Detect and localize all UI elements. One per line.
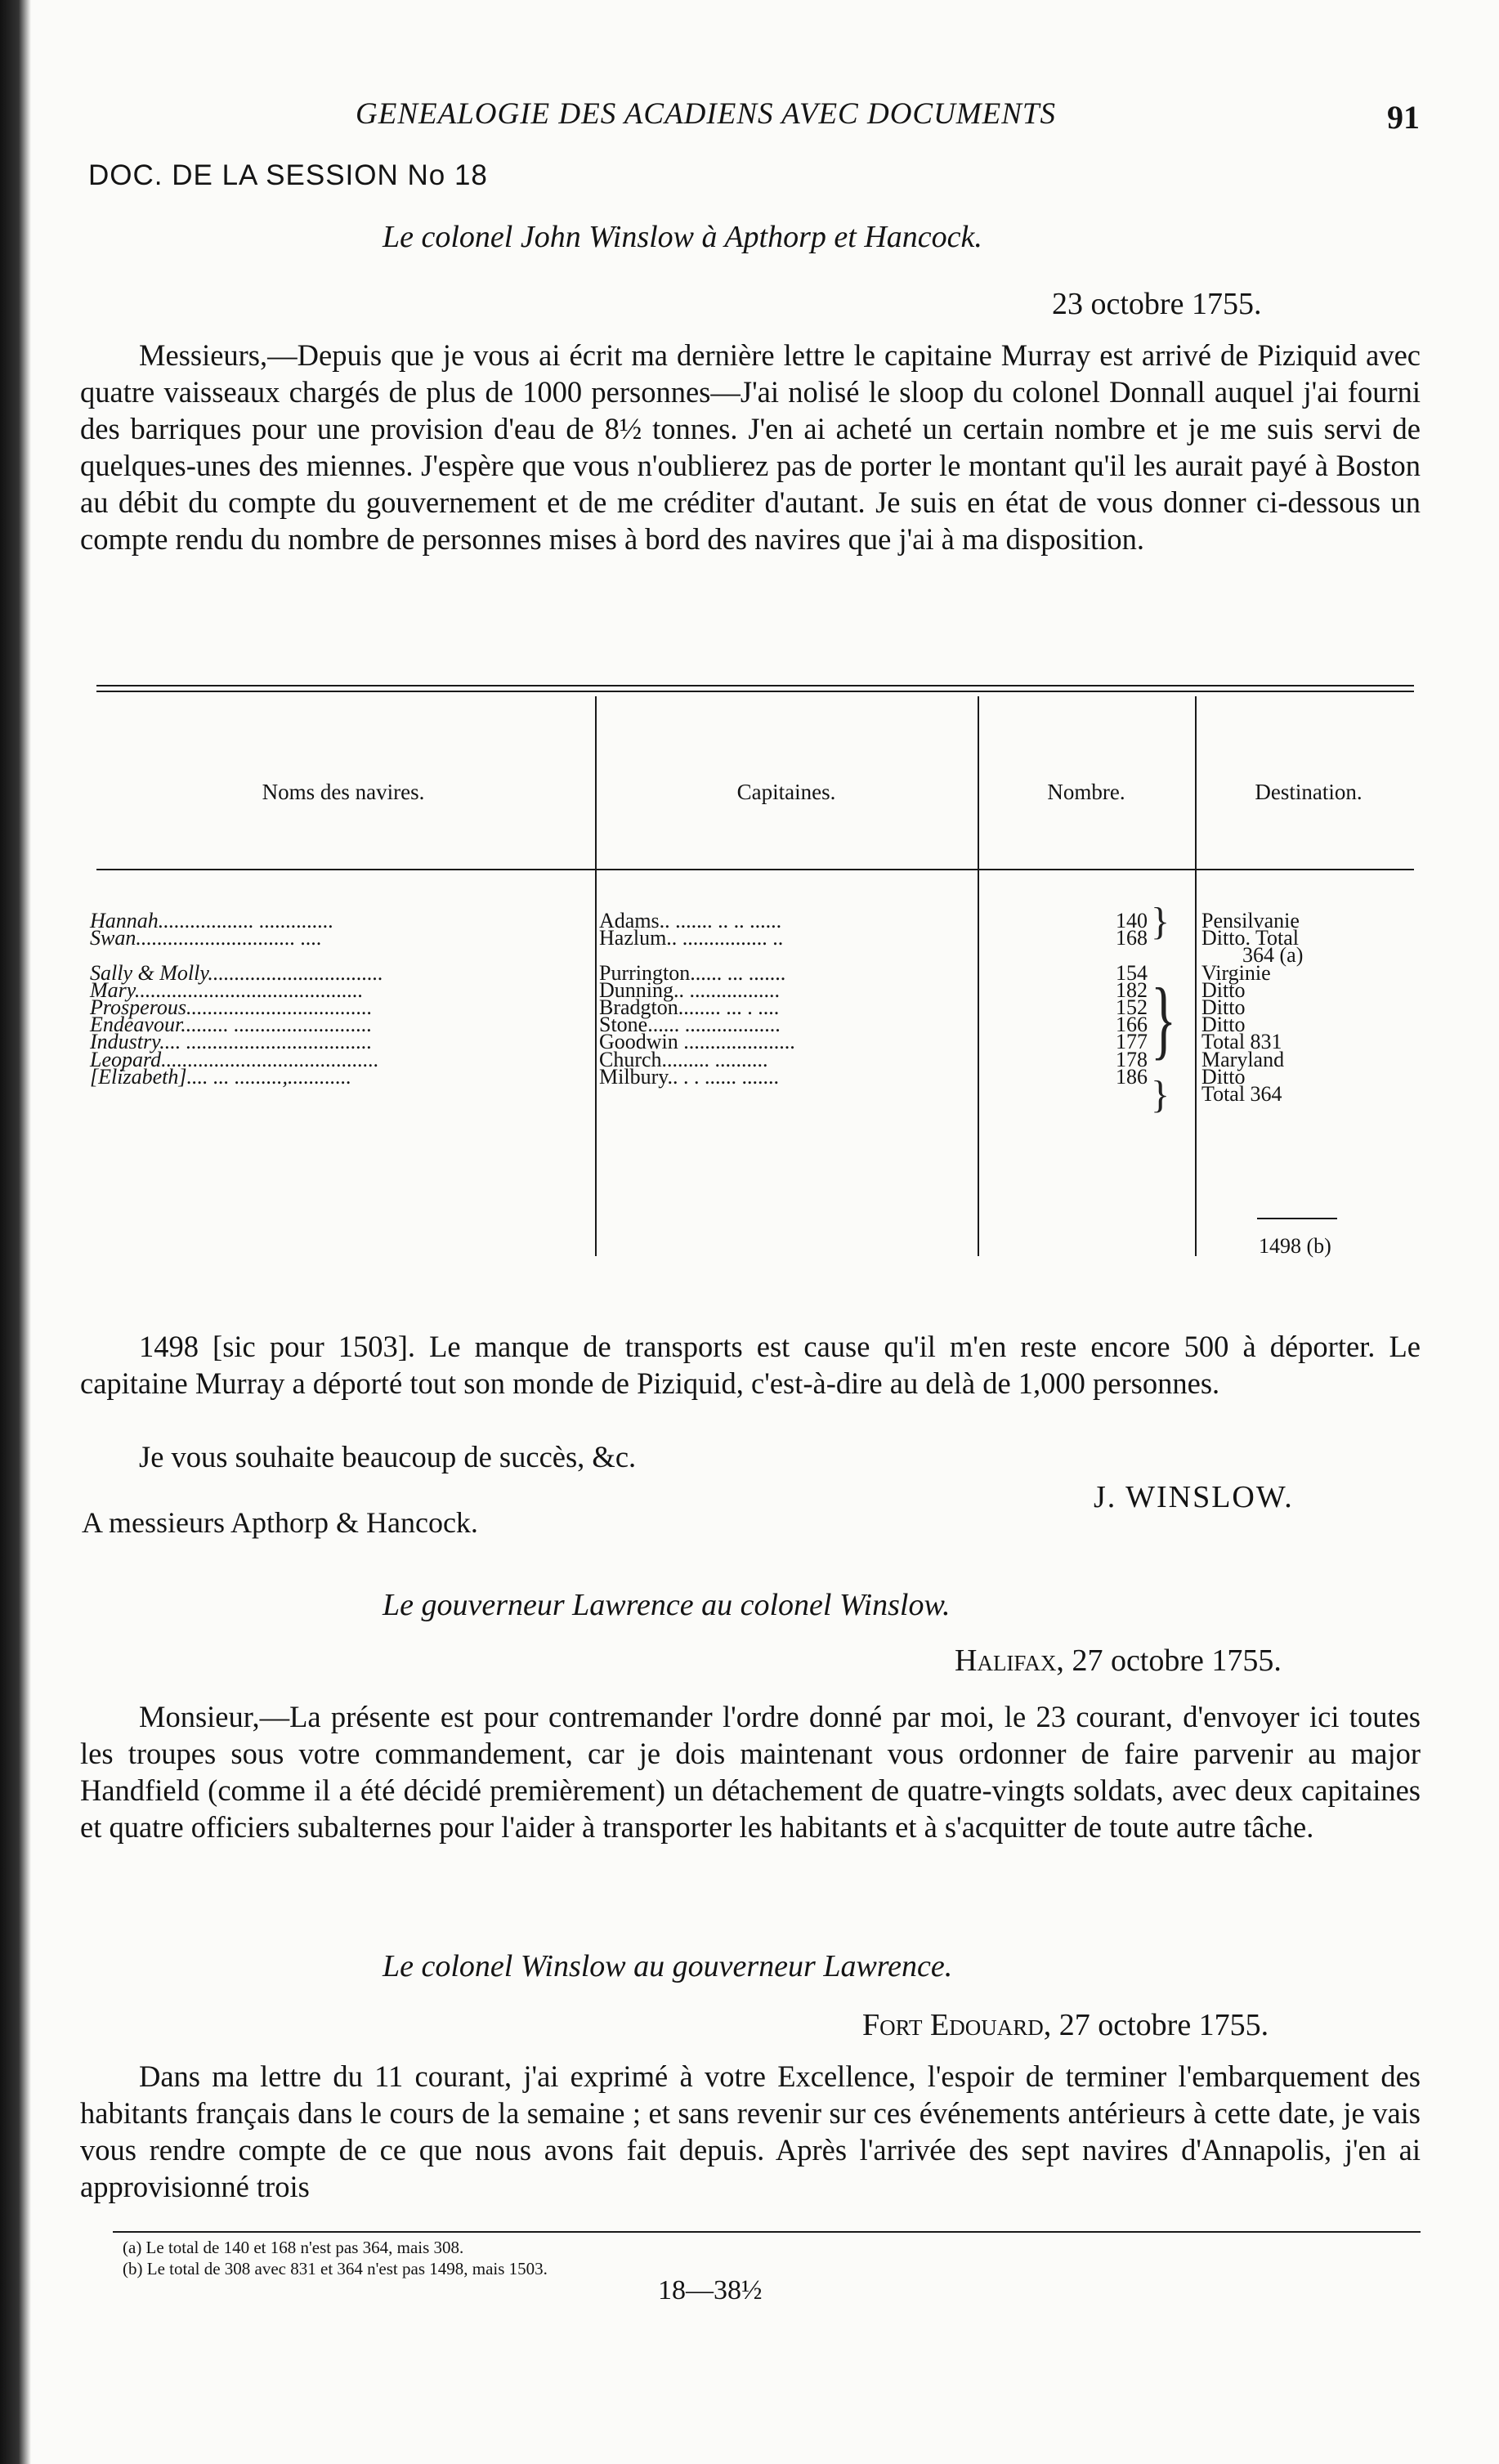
letter-body: Monsieur,—La présente est pour contremander l'ordre donné par moi, le 23 courant, d'envoyer ici toutes les troupes sous votre commandement, car je dois maintenant vous ordonner de faire parvenir au major Handfield (comme il a été décidé premièrement) un détachement de quatre-vingts soldats, avec deux capitaines et quatre officiers subalternes pour l'aider à transporter les habitants et à s'acquitter de toute autre tâche. xyxy=(80,1700,1421,1844)
table-header-ships: Noms des navires. xyxy=(262,780,425,804)
letter-body xyxy=(80,337,1421,557)
letter-title: Le colonel John Winslow à Apthorp et Hancock. xyxy=(383,220,982,254)
destination: Ditto xyxy=(1201,995,1246,1020)
ship-name: Endeavour......... .......................... xyxy=(90,1013,373,1037)
table-header-number: Nombre. xyxy=(1047,780,1125,804)
letter-date: 27 octobre 1755. xyxy=(1063,1643,1282,1678)
letter-place-date xyxy=(862,2007,1269,2043)
destination: Total 831 xyxy=(1201,1030,1282,1054)
passenger-count: 186 xyxy=(1116,1064,1148,1089)
ship-name: Leopard......................................... xyxy=(90,1047,379,1071)
passenger-count: 152 xyxy=(1116,995,1148,1019)
ship-name: Hannah.................. .............. xyxy=(90,909,334,932)
table-column-rule xyxy=(1195,696,1197,1256)
ship-name: Swan.............................. .... xyxy=(90,926,322,950)
captain-name: Purrington...... ... ....... xyxy=(599,960,786,985)
letter-place: Fort Edouard, xyxy=(862,2008,1052,2042)
captain-name: Bradgton........ ... . .... xyxy=(599,995,780,1019)
destinations-column xyxy=(1201,909,1304,1107)
destination: Ditto. Total xyxy=(1201,926,1300,950)
footnote-b: (b) Le total de 308 avec 831 et 364 n'est pas 1498, mais 1503. xyxy=(123,2259,548,2278)
table-column-rule xyxy=(595,696,597,1256)
footnote-a: (a) Le total de 140 et 168 n'est pas 364, mais 308. xyxy=(123,2238,464,2257)
signature-mark: 18—38½ xyxy=(658,2275,763,2305)
captain-name: Dunning.. ................. xyxy=(599,977,780,1002)
table-top-rule xyxy=(96,685,1414,686)
captains-column xyxy=(599,909,795,1089)
destination: Ditto xyxy=(1201,1013,1246,1037)
captain-name: Church......... .......... xyxy=(599,1047,768,1071)
destination: Ditto xyxy=(1201,977,1246,1002)
page-number: 91 xyxy=(1387,99,1420,136)
captain-name: Milbury.. . . ...... ....... xyxy=(599,1064,780,1089)
letter-date: 23 octobre 1755. xyxy=(1052,287,1262,321)
passenger-count: 166 xyxy=(1116,1013,1148,1037)
grand-total: 1498 (b) xyxy=(1259,1234,1331,1258)
addressee: A messieurs Apthorp & Hancock. xyxy=(82,1506,478,1539)
passenger-count: 177 xyxy=(1116,1030,1148,1054)
destination: Pensilvanie xyxy=(1201,909,1300,932)
table-header-destination: Destination. xyxy=(1255,780,1363,804)
letter-place: Halifax, xyxy=(955,1643,1064,1678)
passenger-count: 154 xyxy=(1116,960,1148,985)
destination: Maryland xyxy=(1201,1047,1285,1071)
destination: 364 (a) xyxy=(1242,943,1304,968)
ship-name: Industry.... ................................... xyxy=(90,1030,373,1054)
running-title: GENEALOGIE DES ACADIENS AVEC DOCUMENTS xyxy=(356,97,1056,131)
captain-name: Stone...... .................. xyxy=(599,1013,781,1037)
numbers-column xyxy=(1077,909,1148,1089)
ship-names-column xyxy=(90,909,383,1089)
ship-name: [Elizabeth].... ... .........,............ xyxy=(90,1064,351,1089)
destination: Ditto xyxy=(1201,1064,1246,1089)
table-header-rule xyxy=(96,869,1414,870)
table-top-rule xyxy=(96,691,1414,692)
right-brace-icon: } xyxy=(1151,1073,1170,1116)
passenger-count: 140 xyxy=(1116,909,1148,932)
closing-line: Je vous souhaite beaucoup de succès, &c. xyxy=(139,1440,637,1473)
signature: J. WINSLOW. xyxy=(1094,1480,1294,1514)
destination: Total 364 xyxy=(1201,1082,1282,1107)
ship-name: Mary........................................... xyxy=(90,977,364,1002)
letter-place-date xyxy=(955,1643,1282,1679)
scan-binding-edge xyxy=(0,0,31,2464)
after-table-paragraph: 1498 [sic pour 1503]. Le manque de transports est cause qu'il m'en reste encore 500 à déporter. Le capitaine Murray a déporté tout son monde de Piziquid, c'est-à-dire au delà de 1,000 personnes. xyxy=(80,1330,1421,1400)
passenger-count: 182 xyxy=(1116,977,1148,1002)
letter-title: Le colonel Winslow au gouverneur Lawrence. xyxy=(383,1949,953,1983)
right-brace-icon: } xyxy=(1151,971,1177,1068)
table-header-captains: Capitaines. xyxy=(736,780,836,804)
table-column-rule xyxy=(978,696,979,1256)
letter-title: Le gouverneur Lawrence au colonel Winslow. xyxy=(383,1588,951,1622)
letter-body: Dans ma lettre du 11 courant, j'ai exprimé à votre Excellence, l'espoir de terminer l'embarquement des habitants français dans le cours de la semaine ; et sans revenir sur ces événements antérieurs à cette date, je vais vous rendre compte de ce que nous avons fait depuis. Après l'arrivée des sept navires d'Annapolis, j'en ai approvisionné trois xyxy=(80,2059,1421,2203)
session-doc-label: DOC. DE LA SESSION No 18 xyxy=(88,159,488,191)
passenger-count: 178 xyxy=(1116,1047,1148,1071)
captain-name: Adams.. ....... .. .. ...... xyxy=(599,909,782,932)
footnote-rule xyxy=(113,2231,1421,2233)
destination: Virginie xyxy=(1201,960,1271,985)
total-rule xyxy=(1257,1218,1337,1219)
ship-name: Prosperous................................... xyxy=(90,995,373,1019)
passenger-count: 168 xyxy=(1116,926,1148,950)
captain-name: Hazlum.. ................ .. xyxy=(599,926,784,950)
ship-name: Sally & Molly................................. xyxy=(90,960,383,985)
letter-date: 27 octobre 1755. xyxy=(1051,2008,1269,2042)
captain-name: Goodwin ..................... xyxy=(599,1030,795,1054)
body-paragraph: Messieurs,—Depuis que je vous ai écrit ma dernière lettre le capitaine Murray est arrivé de Piziquid avec quatre vaisseaux chargés de plus de 1000 personnes—J'ai nolisé le sloop du colonel Donnall auquel j'ai fourni des barriques pour une provision d'eau de 8½ tonnes. J'en ai acheté un certain nombre et je me suis servi de quelques-unes des miennes. J'espère que vous n'oublierez pas de porter le montant qu'il les aurait payé à Boston au débit du compte du gouvernement et de me créditer d'autant. Je suis en état de vous donner ci-dessous un compte rendu du nombre de personnes mises à bord des navires que j'ai à ma disposition. xyxy=(80,338,1421,556)
right-brace-icon: } xyxy=(1151,900,1170,943)
